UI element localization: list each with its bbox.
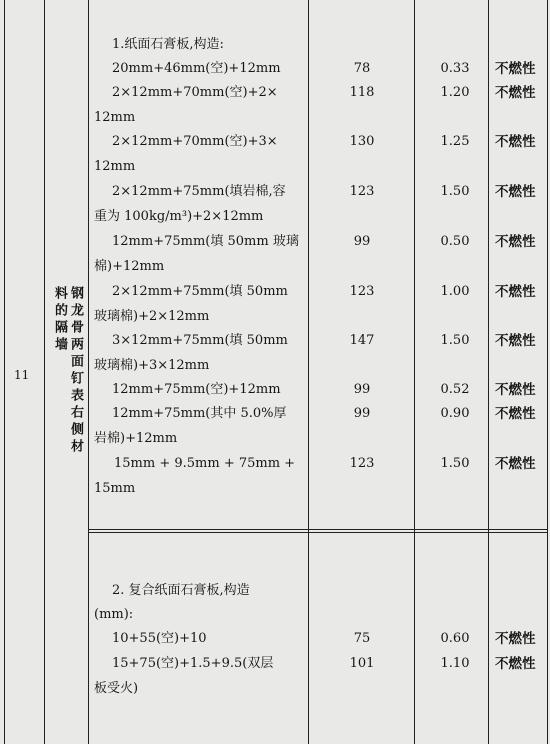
col-divider <box>88 0 89 744</box>
construction-text: 2×12mm+75mm(填岩棉,容 <box>112 184 286 199</box>
combustibility-rating: 不燃性 <box>495 184 536 200</box>
construction-text: 板受火) <box>94 681 139 696</box>
construction-text: 重为 100kg/m³)+2×12mm <box>94 208 264 224</box>
construction-text: 2×12mm+70mm(空)+2× <box>112 85 278 100</box>
combustibility-rating: 不燃性 <box>495 456 536 472</box>
thickness-value: 118 <box>349 85 375 100</box>
fire-resistance-hours: 0.33 <box>440 61 470 76</box>
fire-resistance-hours: 0.52 <box>440 382 470 397</box>
combustibility-rating: 不燃性 <box>495 406 536 422</box>
combustibility-rating: 不燃性 <box>495 85 536 101</box>
thickness-value: 123 <box>349 456 375 471</box>
construction-text: 15mm <box>94 480 136 496</box>
thickness-value: 78 <box>353 61 371 76</box>
construction-text: 2×12mm+70mm(空)+3× <box>112 134 278 149</box>
thickness-value: 99 <box>353 234 371 249</box>
fire-resistance-hours: 1.25 <box>440 134 470 149</box>
wall-category: 钢龙骨两面钉表右侧材料的隔墙 <box>52 286 83 456</box>
col-divider <box>4 0 5 744</box>
thickness-value: 147 <box>349 333 375 348</box>
fire-resistance-hours: 1.20 <box>440 85 470 100</box>
fire-resistance-hours: 0.60 <box>440 631 470 646</box>
section-divider <box>88 529 548 530</box>
construction-text: 玻璃棉)+3×12mm <box>94 357 210 373</box>
fire-resistance-hours: 1.00 <box>440 284 470 299</box>
construction-text: 岩棉)+12mm <box>94 430 178 446</box>
thickness-value: 101 <box>349 656 375 671</box>
thickness-value: 123 <box>349 184 375 199</box>
construction-text: 12mm <box>94 109 136 125</box>
section-heading: 2. 复合纸面石膏板,构造 <box>112 583 250 598</box>
fire-resistance-hours: 0.90 <box>440 406 470 421</box>
col-divider <box>308 0 309 744</box>
combustibility-rating: 不燃性 <box>495 234 536 250</box>
construction-text: 20mm+46mm(空)+12mm <box>112 61 281 76</box>
fire-resistance-hours: 0.50 <box>440 234 470 249</box>
combustibility-rating: 不燃性 <box>495 631 536 647</box>
construction-text: 15mm + 9.5mm + 75mm + <box>114 456 296 471</box>
combustibility-rating: 不燃性 <box>495 61 536 77</box>
construction-text: 12mm+75mm(其中 5.0%厚 <box>112 406 287 421</box>
construction-text: 12mm <box>94 158 136 174</box>
fire-resistance-hours: 1.50 <box>440 456 470 471</box>
construction-text: 2×12mm+75mm(填 50mm <box>112 284 288 299</box>
section-heading: 1.纸面石膏板,构造: <box>112 37 224 52</box>
combustibility-rating: 不燃性 <box>495 382 536 398</box>
section-divider <box>88 532 548 533</box>
construction-text: 棉)+12mm <box>94 258 165 274</box>
thickness-value: 123 <box>349 284 375 299</box>
thickness-value: 99 <box>353 406 371 421</box>
col-divider <box>547 0 548 744</box>
col-divider <box>414 0 415 744</box>
construction-text: 3×12mm+75mm(填 50mm <box>112 333 288 348</box>
thickness-value: 99 <box>353 382 371 397</box>
construction-text: 12mm+75mm(空)+12mm <box>112 382 281 397</box>
col-divider <box>44 0 45 744</box>
construction-text: 玻璃棉)+2×12mm <box>94 308 210 324</box>
combustibility-rating: 不燃性 <box>495 134 536 150</box>
section-heading: (mm): <box>94 607 134 622</box>
combustibility-rating: 不燃性 <box>495 656 536 672</box>
row-number: 11 <box>14 368 30 382</box>
construction-text: 10+55(空)+10 <box>112 631 207 646</box>
combustibility-rating: 不燃性 <box>495 284 536 300</box>
fire-resistance-hours: 1.10 <box>440 656 470 671</box>
fire-resistance-hours: 1.50 <box>440 184 470 199</box>
construction-text: 15+75(空)+1.5+9.5(双层 <box>112 656 274 671</box>
construction-text: 12mm+75mm(填 50mm 玻璃 <box>112 234 299 249</box>
thickness-value: 75 <box>353 631 371 646</box>
fire-resistance-hours: 1.50 <box>440 333 470 348</box>
thickness-value: 130 <box>349 134 375 149</box>
combustibility-rating: 不燃性 <box>495 333 536 349</box>
